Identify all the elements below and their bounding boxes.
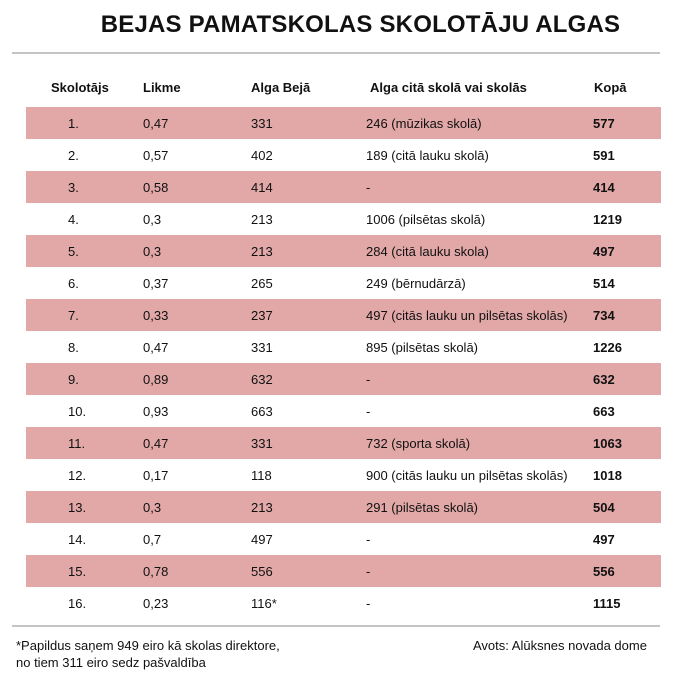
table-row: [26, 555, 661, 587]
table-row: [26, 523, 661, 555]
row-rate: 0,47: [143, 116, 169, 131]
row-number: 5.: [68, 244, 79, 259]
row-salary-beja: 632: [251, 372, 273, 387]
row-salary-other: -: [366, 564, 371, 579]
row-number: 8.: [68, 340, 79, 355]
row-number: 9.: [68, 372, 79, 387]
row-salary-beja: 213: [251, 212, 273, 227]
row-rate: 0,89: [143, 372, 169, 387]
row-total: 504: [593, 500, 615, 515]
footnote-line: *Papildus saņem 949 eiro kā skolas direktore,: [16, 638, 280, 653]
row-total: 1115: [593, 596, 621, 611]
row-total: 556: [593, 564, 615, 579]
row-salary-other: 895 (pilsētas skolā): [366, 340, 478, 355]
row-number: 11.: [68, 436, 86, 451]
row-salary-beja: 497: [251, 532, 273, 547]
row-salary-other: 497 (citās lauku un pilsētas skolās): [366, 308, 568, 323]
row-total: 1219: [593, 212, 622, 227]
row-salary-beja: 414: [251, 180, 273, 195]
header-total: Kopā: [594, 80, 627, 95]
row-rate: 0,58: [143, 180, 169, 195]
header-rate: Likme: [143, 80, 181, 95]
table-row: [26, 459, 661, 491]
source-note: Avots: Alūksnes novada dome: [473, 638, 647, 653]
table-row: [26, 427, 661, 459]
row-number: 12.: [68, 468, 87, 483]
row-salary-beja: 556: [251, 564, 273, 579]
row-rate: 0,23: [143, 596, 169, 611]
row-salary-other: -: [366, 404, 371, 419]
row-salary-beja: 331: [251, 116, 273, 131]
row-total: 1063: [593, 436, 622, 451]
header-teacher: Skolotājs: [51, 80, 109, 95]
row-salary-other: 1006 (pilsētas skolā): [366, 212, 486, 227]
row-rate: 0,3: [143, 500, 162, 515]
row-total: 591: [593, 148, 615, 163]
row-rate: 0,3: [143, 244, 162, 259]
row-salary-other: -: [366, 532, 371, 547]
row-number: 14.: [68, 532, 87, 547]
row-rate: 0,47: [143, 436, 169, 451]
row-total: 514: [593, 276, 615, 291]
row-salary-beja: 118: [251, 468, 272, 483]
row-salary-other: -: [366, 180, 371, 195]
row-salary-beja: 265: [251, 276, 273, 291]
salary-table: [26, 107, 661, 619]
row-salary-beja: 213: [251, 500, 273, 515]
row-number: 2.: [68, 148, 79, 163]
row-number: 1.: [68, 116, 79, 131]
row-salary-other: 189 (citā lauku skolā): [366, 148, 489, 163]
table-row: [26, 587, 661, 619]
row-rate: 0,7: [143, 532, 162, 547]
row-salary-other: -: [366, 596, 371, 611]
row-salary-beja: 213: [251, 244, 273, 259]
row-salary-beja: 116*: [251, 596, 277, 611]
table-row: [26, 107, 661, 139]
row-rate: 0,37: [143, 276, 169, 291]
table-row: [26, 363, 661, 395]
table-row: [26, 267, 661, 299]
top-divider: [12, 52, 660, 54]
row-total: 1226: [593, 340, 622, 355]
row-total: 1018: [593, 468, 622, 483]
page-title: BEJAS PAMATSKOLAS SKOLOTĀJU ALGAS: [100, 11, 621, 38]
row-salary-beja: 663: [251, 404, 273, 419]
row-number: 16.: [68, 596, 87, 611]
row-rate: 0,3: [143, 212, 162, 227]
row-number: 6.: [68, 276, 79, 291]
row-salary-other: 284 (citā lauku skola): [366, 244, 489, 259]
table-row: [26, 171, 661, 203]
row-rate: 0,17: [143, 468, 169, 483]
row-salary-other: 900 (citās lauku un pilsētas skolās): [366, 468, 568, 483]
row-salary-other: 249 (bērnudārzā): [366, 276, 466, 291]
footnote: [16, 637, 280, 671]
row-salary-other: 732 (sporta skolā): [366, 436, 471, 451]
row-number: 7.: [68, 308, 79, 323]
row-total: 632: [593, 372, 615, 387]
row-rate: 0,78: [143, 564, 169, 579]
row-salary-beja: 402: [251, 148, 273, 163]
table-row: [26, 139, 661, 171]
row-number: 10.: [68, 404, 87, 419]
table-row: [26, 395, 661, 427]
row-number: 13.: [68, 500, 87, 515]
row-total: 577: [593, 116, 615, 131]
row-salary-beja: 331: [251, 340, 273, 355]
row-number: 15.: [68, 564, 87, 579]
header-salary-other: Alga citā skolā vai skolās: [370, 80, 527, 95]
row-salary-other: 291 (pilsētas skolā): [366, 500, 478, 515]
row-number: 4.: [68, 212, 79, 227]
row-total: 497: [593, 532, 615, 547]
row-rate: 0,33: [143, 308, 169, 323]
row-number: 3.: [68, 180, 79, 195]
row-total: 663: [593, 404, 615, 419]
table-row: [26, 203, 661, 235]
row-salary-other: 246 (mūzikas skolā): [366, 116, 482, 131]
row-total: 734: [593, 308, 615, 323]
footnote-line: no tiem 311 eiro sedz pašvaldība: [16, 655, 206, 670]
table-row: [26, 491, 661, 523]
row-rate: 0,93: [143, 404, 169, 419]
row-rate: 0,47: [143, 340, 169, 355]
bottom-divider: [12, 625, 660, 627]
row-salary-beja: 237: [251, 308, 273, 323]
row-total: 497: [593, 244, 615, 259]
header-salary-beja: Alga Bejā: [251, 80, 311, 95]
table-row: [26, 299, 661, 331]
row-total: 414: [593, 180, 615, 195]
row-rate: 0,57: [143, 148, 169, 163]
table-row: [26, 331, 661, 363]
table-row: [26, 235, 661, 267]
row-salary-other: -: [366, 372, 371, 387]
row-salary-beja: 331: [251, 436, 273, 451]
